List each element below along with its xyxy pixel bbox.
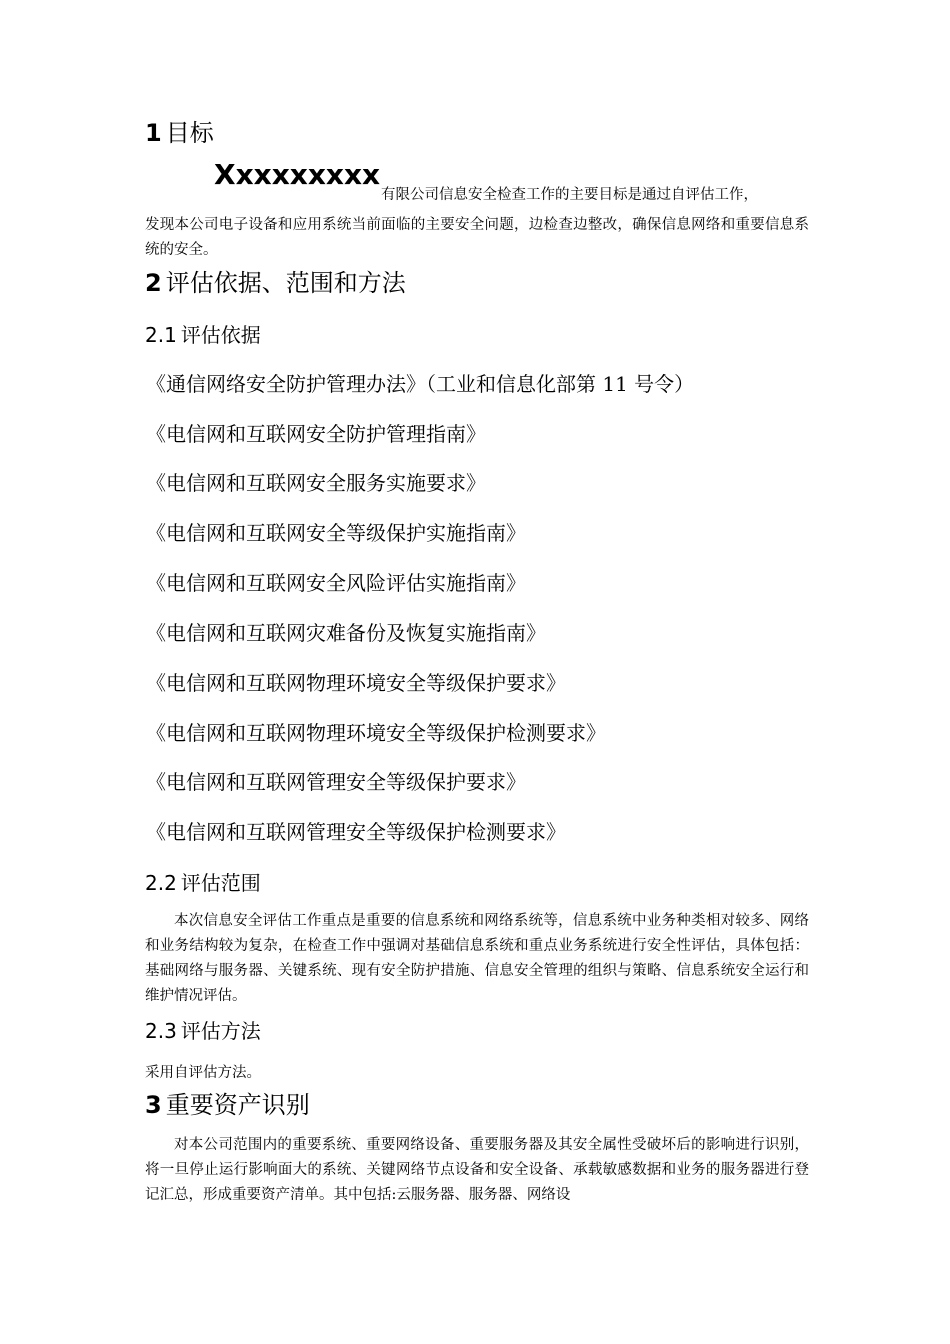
reference-item: 《电信网和互联网物理环境安全等级保护检测要求》 xyxy=(146,721,606,745)
section-heading-3: 3 重要资产识别 xyxy=(145,1091,310,1119)
scope-paragraph: 本次信息安全评估工作重点是重要的信息系统和网络系统等，信息系统中业务种类相对较多、网络和业务结构较为复杂，在检查工作中强调对基础信息系统和重点业务系统进行安全性评估，具体包括：基础网络与服务器、关键系统、现有安全防护措施、信息安全管理的组织与策略、信息系统安全运行和维护情况评估。 xyxy=(145,913,809,1004)
reference-item: 《电信网和互联网物理环境安全等级保护要求》 xyxy=(146,671,566,695)
section-heading-1: 1 目标 xyxy=(145,119,214,147)
reference-item: 《电信网和互联网安全等级保护实施指南》 xyxy=(146,521,526,545)
section-heading-2-2: 2.2 评估范围 xyxy=(145,871,261,895)
reference-item: 《电信网和互联网安全风险评估实施指南》 xyxy=(146,571,526,595)
reference-item: 《电信网和互联网灾难备份及恢复实施指南》 xyxy=(146,621,546,645)
reference-item: 《电信网和互联网管理安全等级保护要求》 xyxy=(146,770,526,794)
reference-item: 《电信网和互联网安全服务实施要求》 xyxy=(146,471,486,495)
assets-paragraph: 对本公司范围内的重要系统、重要网络设备、重要服务器及其安全属性受破坏后的影响进行识别，将一旦停止运行影响面大的系统、关键网络节点设备和安全设备、承载敏感数据和业务的服务器进行登记汇总，形成重要资产清单。其中包括:云服务器、服务器、网络设 xyxy=(145,1137,809,1203)
section-heading-2-3: 2.3 评估方法 xyxy=(145,1019,261,1043)
section-heading-2-1: 2.1 评估依据 xyxy=(145,323,261,347)
method-paragraph: 采用自评估方法。 xyxy=(145,1065,261,1081)
reference-item: 《电信网和互联网管理安全等级保护检测要求》 xyxy=(146,820,566,844)
goal-first-line: 有限公司信息安全检查工作的主要目标是通过自评估工作， xyxy=(381,187,758,203)
reference-item: 《电信网和互联网安全防护管理指南》 xyxy=(146,422,486,446)
section-heading-2: 2 评估依据、范围和方法 xyxy=(145,269,406,297)
company-name: Xxxxxxxxx xyxy=(214,158,381,191)
reference-item: 《通信网络安全防护管理办法》（工业和信息化部第 11 号令） xyxy=(146,372,695,396)
goal-paragraph: 发现本公司电子设备和应用系统当前面临的主要安全问题，边检查边整改，确保信息网络和重要信息系统的安全。 xyxy=(145,217,809,258)
